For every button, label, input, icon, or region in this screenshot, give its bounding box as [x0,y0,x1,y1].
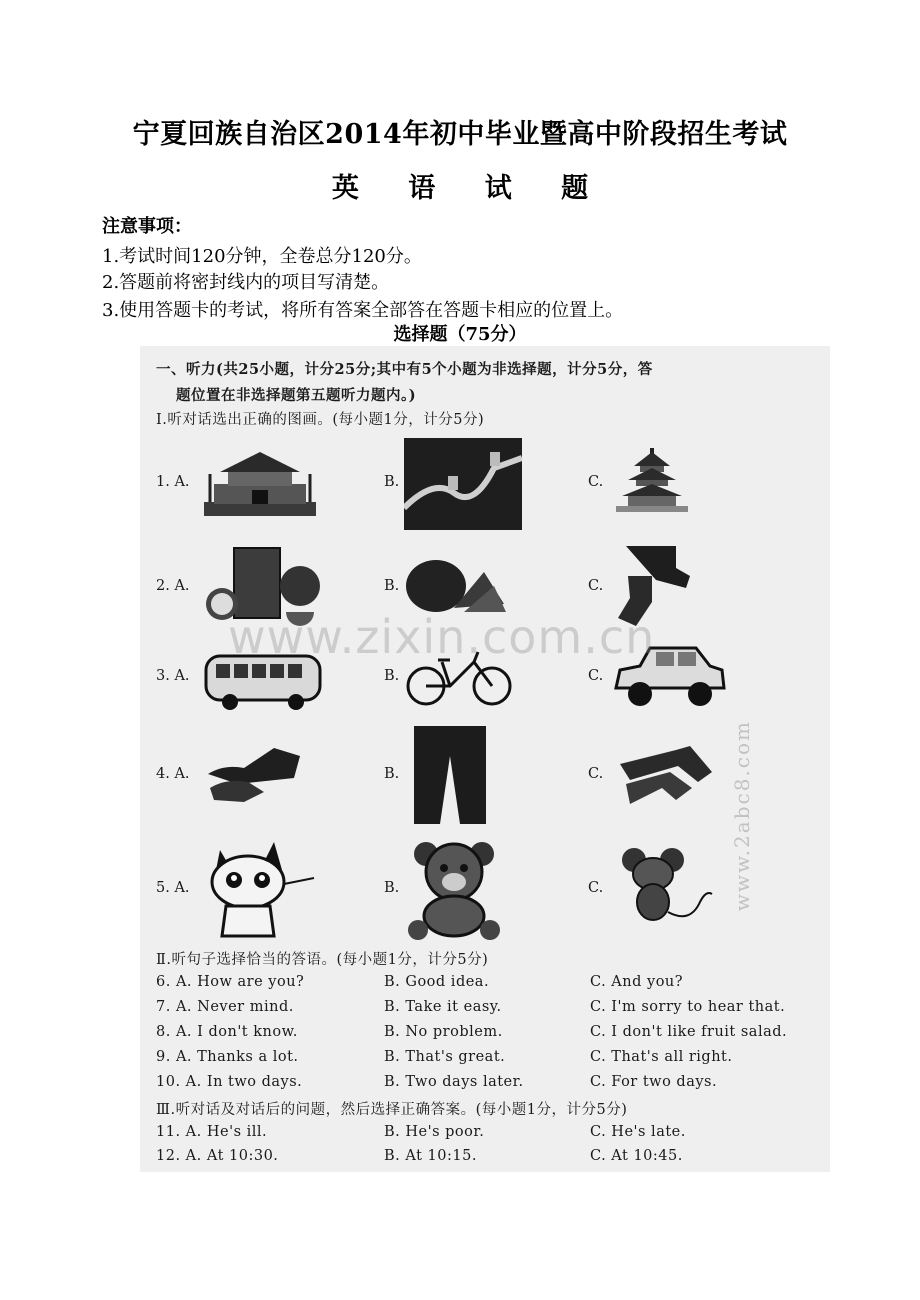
question-option: 7. A. Never mind. [156,999,294,1015]
great-wall-icon [404,438,522,530]
option-label: 2. A. [156,578,190,594]
question-option: B. He's poor. [384,1124,485,1140]
question-option: C. He's late. [590,1124,686,1140]
teddy-bear-icon [404,840,504,940]
watermelon-icon [404,552,508,616]
tiananmen-icon [200,444,320,520]
question-option: B. Take it easy. [384,999,502,1015]
sub3-heading: Ⅲ.听对话及对话后的问题，然后选择正确答案。(每小题1分，计分5分) [156,1102,628,1118]
option-label: C. [588,474,604,490]
option-label: C. [588,766,604,782]
option-label: 1. A. [156,474,190,490]
notice-item: 1.考试时间120分钟，全卷总分120分。 [102,246,422,267]
option-label: B. [384,474,400,490]
option-label: C. [588,578,604,594]
question-option: B. No problem. [384,1024,503,1040]
option-label: B. [384,766,400,782]
cat-icon [204,840,322,940]
exam-subtitle: 英 语 试 题 [331,173,589,204]
section-heading: 选择题（75分） [393,324,527,345]
option-label: C. [588,668,604,684]
notice-item: 2.答题前将密封线内的项目写清楚。 [102,272,390,293]
scanned-exam-page [140,346,830,1172]
option-label: 3. A. [156,668,190,684]
watermark: www.zixin.com.cn [228,610,656,664]
trousers-icon [410,726,490,826]
option-label: 4. A. [156,766,190,782]
question-option: B. Good idea. [384,974,490,990]
question-option: 11. A. He's ill. [156,1124,268,1140]
shoes-icon [204,744,304,806]
question-option: B. At 10:15. [384,1148,477,1164]
question-option: 8. A. I don't know. [156,1024,298,1040]
question-option: B. That's great. [384,1049,506,1065]
question-option: 9. A. Thanks a lot. [156,1049,299,1065]
question-option: 10. A. In two days. [156,1074,303,1090]
part1-heading-line2: 题位置在非选择题第五题听力题内。) [176,387,417,404]
option-label: C. [588,880,604,896]
question-option: C. At 10:45. [590,1148,683,1164]
option-label: 5. A. [156,880,190,896]
question-option: 6. A. How are you? [156,974,305,990]
watermark-vertical: www.2abc8.com [730,720,754,912]
notice-heading: 注意事项： [102,216,192,237]
question-option: C. I don't like fruit salad. [590,1024,788,1040]
question-option: B. Two days later. [384,1074,524,1090]
part1-heading-line1: 一、听力(共25小题，计分25分;其中有5个小题为非选择题，计分5分，答 [156,361,653,378]
option-label: B. [384,578,400,594]
exam-title: 宁夏回族自治区2014年初中毕业暨高中阶段招生考试 [132,119,788,150]
mouse-icon [620,846,714,926]
question-option: C. For two days. [590,1074,718,1090]
notice-item: 3.使用答题卡的考试，将所有答案全部答在答题卡相应的位置上。 [102,300,624,321]
question-option: C. I'm sorry to hear that. [590,999,786,1015]
question-option: 12. A. At 10:30. [156,1148,279,1164]
sub1-heading: Ⅰ.听对话选出正确的图画。(每小题1分，计分5分) [156,412,485,428]
question-option: C. And you? [590,974,684,990]
socks-icon [616,742,716,808]
sub2-heading: Ⅱ.听句子选择恰当的答语。(每小题1分，计分5分) [156,952,489,968]
question-option: C. That's all right. [590,1049,733,1065]
temple-of-heaven-icon [614,444,704,518]
option-label: B. [384,880,400,896]
option-label: B. [384,668,400,684]
